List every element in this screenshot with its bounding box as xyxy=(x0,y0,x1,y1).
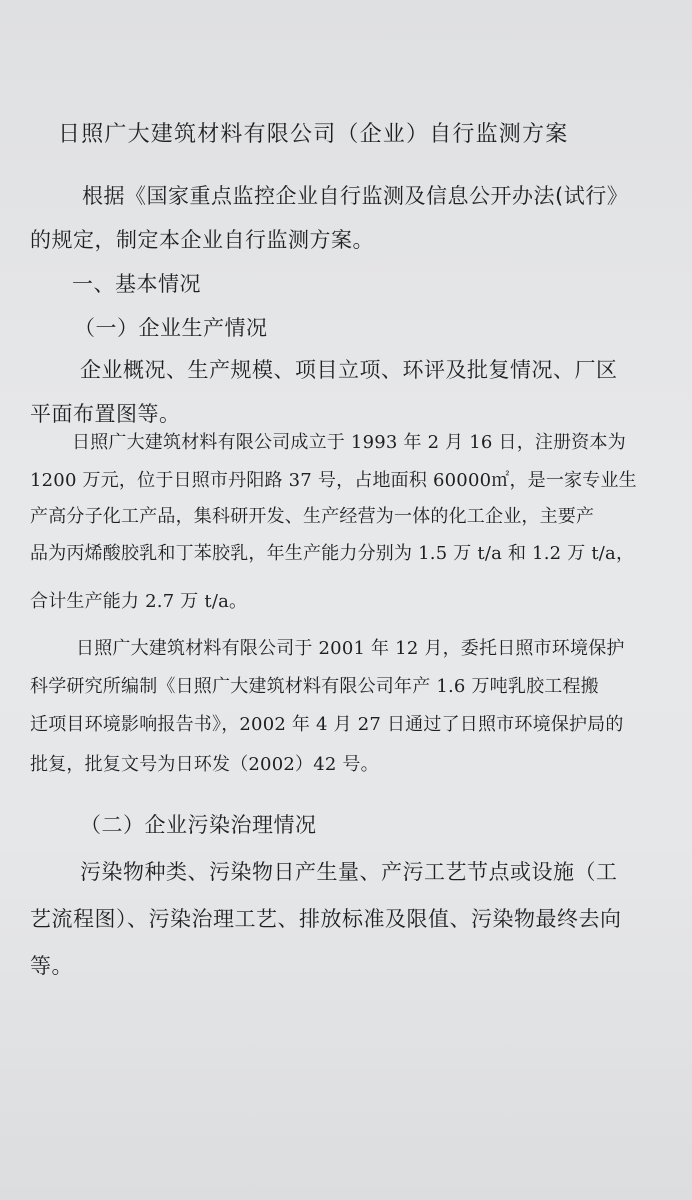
intro-line-2: 的规定，制定本企业自行监测方案。 xyxy=(30,228,374,252)
para2-line-1: 日照广大建筑材料有限公司于 2001 年 12 月，委托日照市环境保护 xyxy=(76,638,625,659)
intro-line-1: 根据《国家重点监控企业自行监测及信息公开办法(试行》 xyxy=(82,184,629,208)
production-desc-line-2: 平面布置图等。 xyxy=(30,402,181,426)
para2-line-3: 迁项目环境影响报告书》，2002 年 4 月 27 日通过了日照市环境保护局的 xyxy=(30,714,624,735)
para1-line-4: 品为丙烯酸胶乳和丁苯胶乳，年生产能力分别为 1.5 万 t/a 和 1.2 万 t/a， xyxy=(30,543,635,564)
pollution-desc-line-2: 艺流程图）、污染治理工艺、排放标准及限值、污染物最终去向 xyxy=(30,907,622,931)
production-desc-line-1: 企业概况、生产规模、项目立项、环评及批复情况、厂区 xyxy=(80,358,618,382)
para1-line-5: 合计生产能力 2.7 万 t/a。 xyxy=(30,591,248,612)
section-heading-basic-info: 一、基本情况 xyxy=(72,272,201,296)
subsection-heading-production: （一）企业生产情况 xyxy=(74,316,268,340)
para1-line-1: 日照广大建筑材料有限公司成立于 1993 年 2 月 16 日，注册资本为 xyxy=(72,432,626,453)
pollution-desc-line-1: 污染物种类、污染物日产生量、产污工艺节点或设施（工 xyxy=(80,860,618,884)
para2-line-2: 科学研究所编制《日照广大建筑材料有限公司年产 1.6 万吨乳胶工程搬 xyxy=(30,676,599,697)
para2-line-4: 批复，批复文号为日环发（2002）42 号。 xyxy=(30,754,379,775)
pollution-desc-line-3: 等。 xyxy=(30,954,73,978)
para1-line-3: 产高分子化工产品，集科研开发、生产经营为一体的化工企业，主要产 xyxy=(30,506,595,527)
page-title: 日照广大建筑材料有限公司（企业）自行监测方案 xyxy=(58,122,569,147)
subsection-heading-pollution: （二）企业污染治理情况 xyxy=(80,813,317,837)
para1-line-2: 1200 万元，位于日照市丹阳路 37 号，占地面积 60000㎡，是一家专业生 xyxy=(30,470,637,491)
